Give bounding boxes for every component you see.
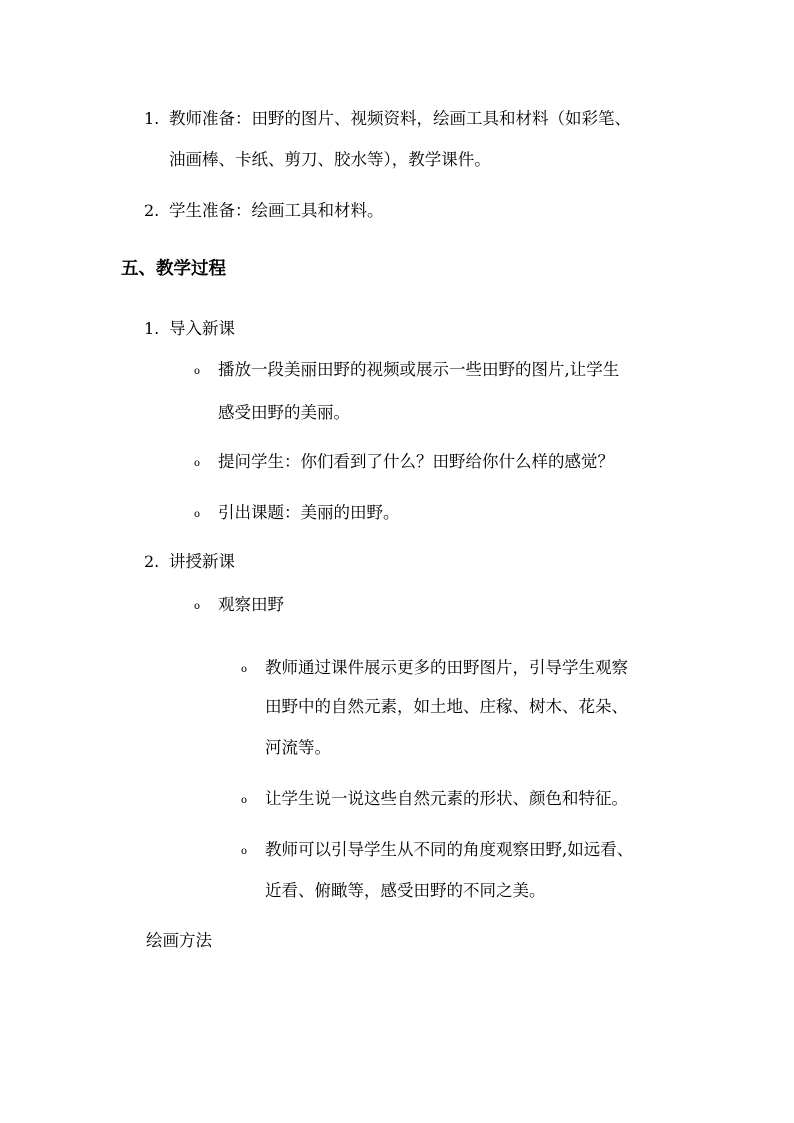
- step-title-intro: 导入新课: [169, 319, 235, 338]
- list-number: 2.: [144, 201, 160, 220]
- list-number: 1.: [144, 109, 160, 128]
- list-number: 2.: [144, 552, 160, 571]
- prep-item-teacher-line1: 教师准备：田野的图片、视频资料，绘画工具和材料（如彩笔、: [169, 109, 631, 128]
- prep-item-student: 学生准备：绘画工具和材料。: [169, 201, 384, 220]
- observe-bullet-1-line2: 田野中的自然元素，如土地、庄稼、树木、花朵、: [265, 697, 628, 716]
- observe-bullet-1-line1: 教师通过课件展示更多的田野图片，引导学生观察: [265, 658, 628, 677]
- bullet-marker: o: [194, 458, 201, 469]
- bullet-marker: o: [241, 664, 248, 675]
- intro-bullet-3: 引出课题：美丽的田野。: [218, 503, 400, 522]
- observe-bullet-2: 让学生说一说这些自然元素的形状、颜色和特征。: [265, 789, 628, 808]
- intro-bullet-1-line1: 播放一段美丽田野的视频或展示一些田野的图片,让学生: [218, 360, 620, 379]
- bullet-marker: o: [194, 366, 201, 377]
- intro-bullet-2: 提问学生：你们看到了什么？田野给你什么样的感觉？: [218, 452, 614, 471]
- step-title-new-lesson: 讲授新课: [169, 552, 235, 571]
- bullet-marker: o: [194, 601, 201, 612]
- bullet-marker: o: [241, 795, 248, 806]
- bullet-marker: o: [194, 509, 201, 520]
- sub-title-observe-field: 观察田野: [218, 595, 284, 614]
- drawing-method-heading: 绘画方法: [146, 931, 212, 950]
- bullet-marker: o: [241, 846, 248, 857]
- list-number: 1.: [144, 319, 160, 338]
- observe-bullet-3-line1: 教师可以引导学生从不同的角度观察田野,如远看、: [265, 840, 634, 859]
- section-heading-teaching-process: 五、教学过程: [121, 259, 226, 279]
- prep-item-teacher-line2: 油画棒、卡纸、剪刀、胶水等），教学课件。: [169, 150, 491, 169]
- observe-bullet-1-line3: 河流等。: [265, 738, 331, 757]
- intro-bullet-1-line2: 感受田野的美丽。: [218, 403, 350, 422]
- observe-bullet-3-line2: 近看、俯瞰等，感受田野的不同之美。: [265, 881, 546, 900]
